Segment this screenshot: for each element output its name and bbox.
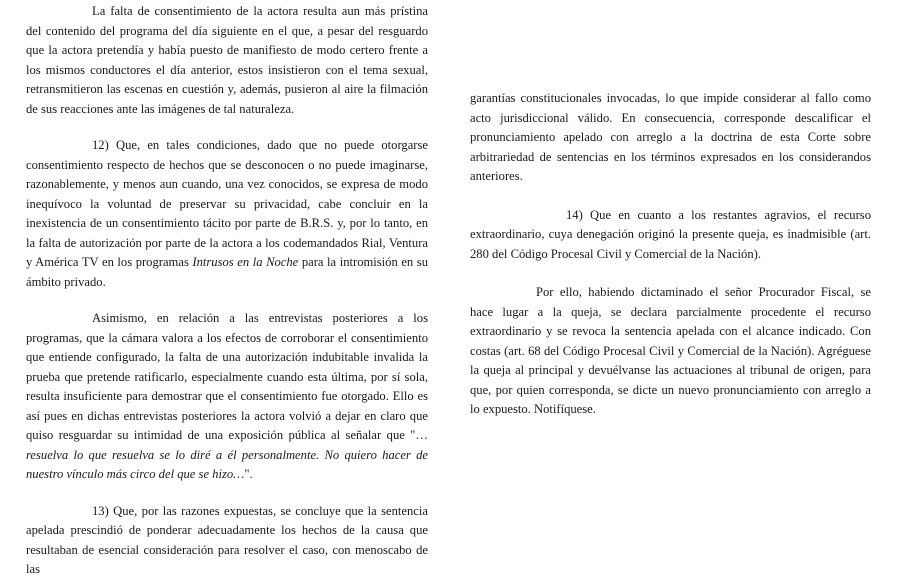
- right-text-column: [470, 89, 871, 420]
- paragraph-later-interviews: [26, 309, 428, 485]
- paragraph-12: [26, 136, 428, 292]
- paragraph-13: 13) Que, por las razones expuestas, se concluye que la sentencia apelada prescindió de ponderar adecuadamente los hechos de la causa que resultaban de esencial consideración para resolver el caso, con menoscabo de las: [26, 503, 428, 576]
- paragraph-12-text-start: 12) Que, en tales condiciones, dado que no puede otorgarse consentimiento respecto de hechos que se desconocen o no puede imaginarse, razonablemente, y menos aun cuando, una vez conocidos, se expresa de modo inequívoco la voluntad de preservar su privacidad, cabe concluir en la inexistencia de un consentimiento tácito por parte de B.R.S. y, por lo tanto, en la falta de autorización por parte de la actora a los codemandados Rial, Ventura y América TV en los programas: [26, 138, 428, 269]
- paragraph-13-continued: garantías constitucionales invocadas, lo que impide considerar al fallo como acto jurisdiccional válido. En consecuencia, corresponde descalificar el pronunciamiento apelado con arreglo a la doctrina de esta Corte sobre arbitrariedad de sentencias en los términos expresados en los considerandos anteriores.: [470, 91, 871, 183]
- paragraph-interviews-text-start: Asimismo, en relación a las entrevistas posteriores a los programas, que la cámara valora a los efectos de corroborar el consentimiento que entiende configurado, la falta de una autorización indubitable invalida la prueba que pretende ratificarlo, especialmente cuando esta última, por sí sola, resulta insuficiente para demostrar que el consentimiento fue otorgado. Ello es así pues en dichas entrevistas posteriores la actora volvió a dejar en claro que quiso resguardar su intimidad de una exposición pública al señalar que "…: [26, 311, 428, 442]
- paragraph-12-text-end: para la intromisión en su ámbito privado.: [26, 255, 428, 289]
- paragraph-resolution: Por ello, habiendo dictaminado el señor Procurador Fiscal, se hace lugar a la queja, se declara parcialmente procedente el recurso extraordinario y se revoca la sentencia apelada con el alcance indicado. Con costas (art. 68 del Código Procesal Civil y Comercial de la Nación). Agréguese la queja al principal y devuélvanse las actuaciones al tribunal de origen, para que, por quien corresponda, se dicte un nuevo pronunciamiento con arreglo a lo expuesto. Notifíquese.: [470, 285, 871, 416]
- quoted-statement-italic: resuelva lo que resuelva se lo diré a él personalmente. No quiero hacer de nuestro vínculo más circo del que se hizo…: [26, 447, 428, 481]
- paragraph-interviews-text-end: ".: [244, 467, 253, 481]
- paragraph-consent-next-day: La falta de consentimiento de la actora resulta aun más prístina del contenido del programa del día siguiente en el que, a pesar del resguardo que la actora pretendía y había puesto de manifiesto de modo certero frente a los mismos conductores el día anterior, estos insistieron con el tema sexual, retransmitieron las escenas en cuestión y, además, pusieron al aire la filmación de sus reacciones ante las imágenes de tal naturaleza.: [26, 4, 428, 116]
- paragraph-14: 14) Que en cuanto a los restantes agravios, el recurso extraordinario, cuya denegación originó la presente queja, es inadmisible (art. 280 del Código Procesal Civil y Comercial de la Nación).: [470, 207, 871, 261]
- left-text-column: [26, 2, 428, 580]
- program-title-italic: Intrusos en la Noche: [192, 255, 299, 269]
